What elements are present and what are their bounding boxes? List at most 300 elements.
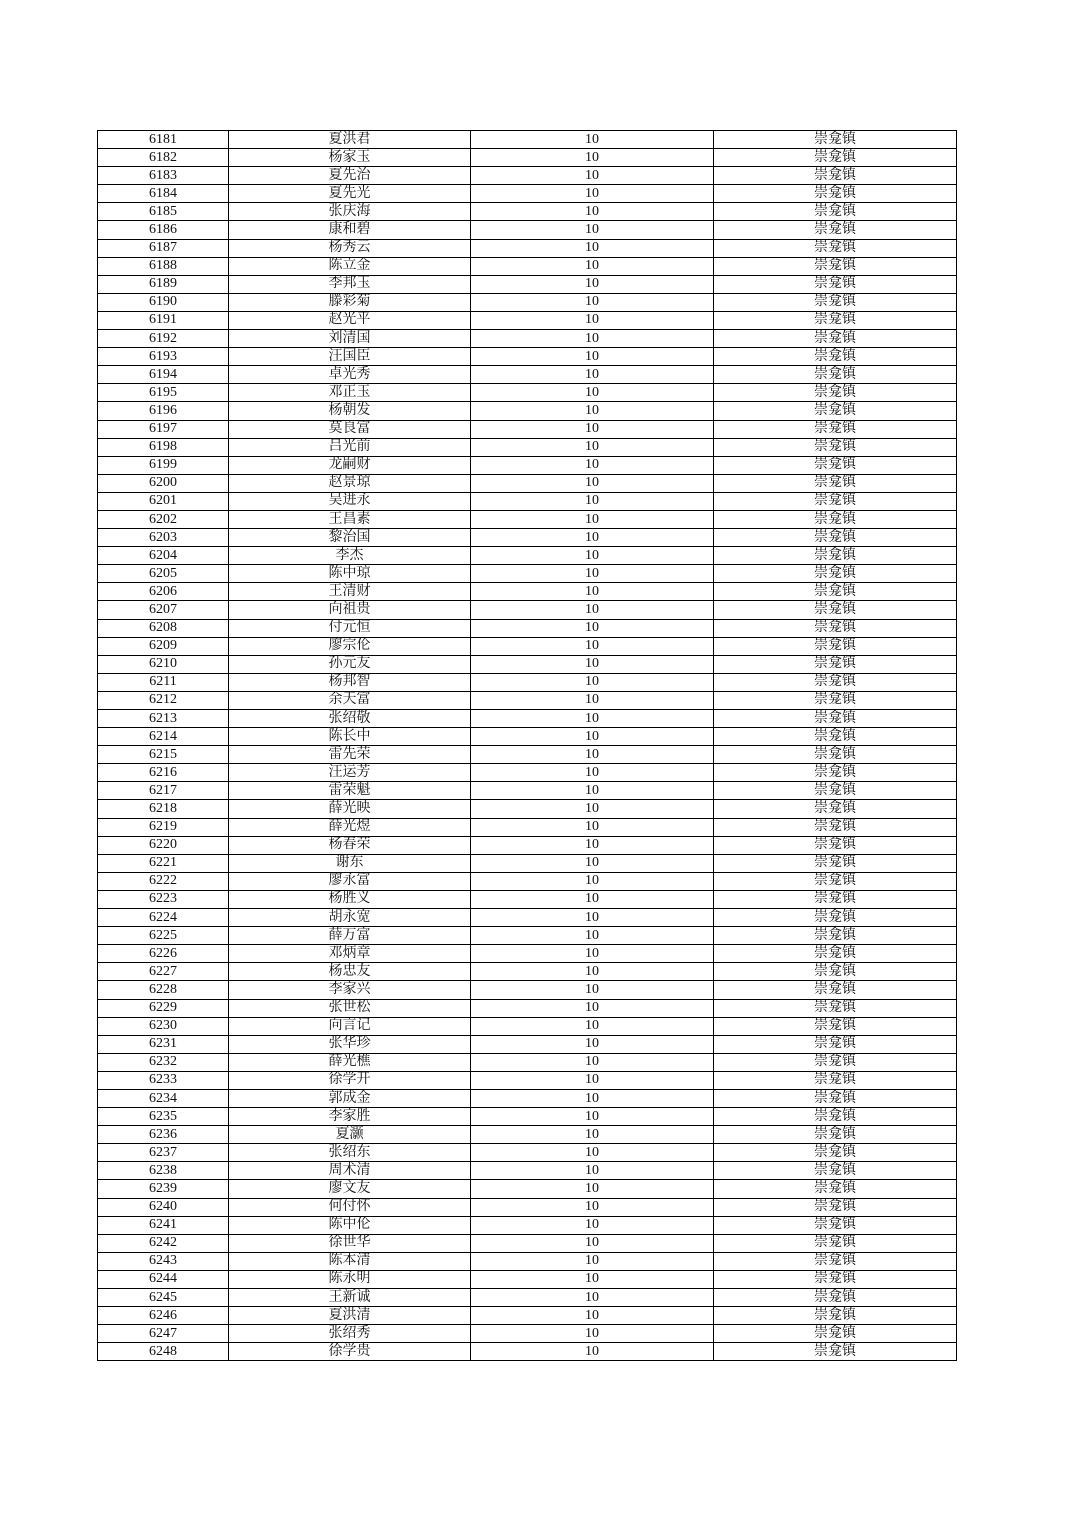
name-cell: 夏洪君	[229, 131, 471, 149]
row-number-cell: 6216	[98, 764, 229, 782]
name-cell: 赵光平	[229, 311, 471, 329]
name-cell: 郭成金	[229, 1089, 471, 1107]
town-cell: 崇龛镇	[714, 963, 957, 981]
row-number-cell: 6215	[98, 746, 229, 764]
row-number-cell: 6192	[98, 330, 229, 348]
name-cell: 廖文友	[229, 1180, 471, 1198]
name-cell: 吴进永	[229, 492, 471, 510]
amount-cell: 10	[471, 691, 714, 709]
name-cell: 薛光煜	[229, 818, 471, 836]
name-cell: 汪运芳	[229, 764, 471, 782]
town-cell: 崇龛镇	[714, 330, 957, 348]
amount-cell: 10	[471, 384, 714, 402]
town-cell: 崇龛镇	[714, 1108, 957, 1126]
amount-cell: 10	[471, 1307, 714, 1325]
row-number-cell: 6218	[98, 800, 229, 818]
name-cell: 杨邦智	[229, 673, 471, 691]
name-cell: 付元恒	[229, 619, 471, 637]
name-cell: 谢东	[229, 854, 471, 872]
row-number-cell: 6187	[98, 239, 229, 257]
amount-cell: 10	[471, 728, 714, 746]
name-cell: 陈中伦	[229, 1216, 471, 1234]
name-cell: 夏灏	[229, 1126, 471, 1144]
amount-cell: 10	[471, 167, 714, 185]
row-number-cell: 6182	[98, 149, 229, 167]
table-row	[98, 239, 957, 257]
name-cell: 徐学开	[229, 1071, 471, 1089]
row-number-cell: 6222	[98, 872, 229, 890]
table-row	[98, 691, 957, 709]
row-number-cell: 6219	[98, 818, 229, 836]
table-row	[98, 1071, 957, 1089]
row-number-cell: 6224	[98, 909, 229, 927]
amount-cell: 10	[471, 963, 714, 981]
name-cell: 康和碧	[229, 221, 471, 239]
town-cell: 崇龛镇	[714, 890, 957, 908]
name-cell: 杨胜义	[229, 890, 471, 908]
table-row	[98, 764, 957, 782]
name-cell: 陈永明	[229, 1270, 471, 1288]
table-row	[98, 601, 957, 619]
town-cell: 崇龛镇	[714, 131, 957, 149]
town-cell: 崇龛镇	[714, 1343, 957, 1361]
town-cell: 崇龛镇	[714, 872, 957, 890]
town-cell: 崇龛镇	[714, 764, 957, 782]
row-number-cell: 6226	[98, 945, 229, 963]
amount-cell: 10	[471, 601, 714, 619]
amount-cell: 10	[471, 764, 714, 782]
amount-cell: 10	[471, 1144, 714, 1162]
amount-cell: 10	[471, 619, 714, 637]
name-cell: 黎治国	[229, 529, 471, 547]
amount-cell: 10	[471, 782, 714, 800]
town-cell: 崇龛镇	[714, 818, 957, 836]
amount-cell: 10	[471, 1216, 714, 1234]
name-cell: 李邦玉	[229, 275, 471, 293]
table-row	[98, 384, 957, 402]
amount-cell: 10	[471, 565, 714, 583]
row-number-cell: 6247	[98, 1325, 229, 1343]
row-number-cell: 6225	[98, 927, 229, 945]
town-cell: 崇龛镇	[714, 1180, 957, 1198]
amount-cell: 10	[471, 583, 714, 601]
name-cell: 陈长中	[229, 728, 471, 746]
name-cell: 孙元友	[229, 655, 471, 673]
table-row	[98, 1234, 957, 1252]
row-number-cell: 6185	[98, 203, 229, 221]
table-row	[98, 275, 957, 293]
table-row	[98, 655, 957, 673]
row-number-cell: 6241	[98, 1216, 229, 1234]
name-cell: 邓正玉	[229, 384, 471, 402]
name-cell: 廖宗伦	[229, 637, 471, 655]
table-row	[98, 927, 957, 945]
town-cell: 崇龛镇	[714, 945, 957, 963]
table-row	[98, 366, 957, 384]
amount-cell: 10	[471, 1325, 714, 1343]
row-number-cell: 6236	[98, 1126, 229, 1144]
table-row	[98, 529, 957, 547]
amount-cell: 10	[471, 203, 714, 221]
table-row	[98, 746, 957, 764]
table-row	[98, 637, 957, 655]
row-number-cell: 6228	[98, 981, 229, 999]
row-number-cell: 6248	[98, 1343, 229, 1361]
table-row	[98, 1144, 957, 1162]
name-cell: 廖永富	[229, 872, 471, 890]
table-row	[98, 167, 957, 185]
amount-cell: 10	[471, 1035, 714, 1053]
town-cell: 崇龛镇	[714, 529, 957, 547]
amount-cell: 10	[471, 1017, 714, 1035]
town-cell: 崇龛镇	[714, 456, 957, 474]
amount-cell: 10	[471, 981, 714, 999]
town-cell: 崇龛镇	[714, 782, 957, 800]
table-row	[98, 1053, 957, 1071]
name-cell: 杨家玉	[229, 149, 471, 167]
amount-cell: 10	[471, 510, 714, 528]
amount-cell: 10	[471, 420, 714, 438]
town-cell: 崇龛镇	[714, 1234, 957, 1252]
table-row	[98, 1216, 957, 1234]
name-cell: 吕光前	[229, 438, 471, 456]
row-number-cell: 6201	[98, 492, 229, 510]
table-row	[98, 619, 957, 637]
amount-cell: 10	[471, 149, 714, 167]
town-cell: 崇龛镇	[714, 1126, 957, 1144]
row-number-cell: 6191	[98, 311, 229, 329]
name-cell: 雷先荣	[229, 746, 471, 764]
table-row	[98, 492, 957, 510]
amount-cell: 10	[471, 890, 714, 908]
row-number-cell: 6213	[98, 710, 229, 728]
table-row	[98, 1325, 957, 1343]
table-row	[98, 438, 957, 456]
town-cell: 崇龛镇	[714, 927, 957, 945]
row-number-cell: 6214	[98, 728, 229, 746]
table-row	[98, 1089, 957, 1107]
table-row	[98, 257, 957, 275]
amount-cell: 10	[471, 1071, 714, 1089]
name-cell: 张绍秀	[229, 1325, 471, 1343]
amount-cell: 10	[471, 131, 714, 149]
table-row	[98, 1289, 957, 1307]
town-cell: 崇龛镇	[714, 619, 957, 637]
amount-cell: 10	[471, 366, 714, 384]
table-row	[98, 221, 957, 239]
amount-cell: 10	[471, 547, 714, 565]
table-row	[98, 818, 957, 836]
row-number-cell: 6211	[98, 673, 229, 691]
name-cell: 龙嗣财	[229, 456, 471, 474]
town-cell: 崇龛镇	[714, 1289, 957, 1307]
table-row	[98, 872, 957, 890]
amount-cell: 10	[471, 1343, 714, 1361]
amount-cell: 10	[471, 1252, 714, 1270]
town-cell: 崇龛镇	[714, 1216, 957, 1234]
amount-cell: 10	[471, 348, 714, 366]
town-cell: 崇龛镇	[714, 239, 957, 257]
town-cell: 崇龛镇	[714, 311, 957, 329]
table-row	[98, 510, 957, 528]
name-cell: 徐学贵	[229, 1343, 471, 1361]
name-cell: 邓炳章	[229, 945, 471, 963]
table-row	[98, 565, 957, 583]
row-number-cell: 6199	[98, 456, 229, 474]
amount-cell: 10	[471, 1270, 714, 1288]
table-row	[98, 945, 957, 963]
town-cell: 崇龛镇	[714, 167, 957, 185]
table-row	[98, 311, 957, 329]
amount-cell: 10	[471, 872, 714, 890]
town-cell: 崇龛镇	[714, 438, 957, 456]
row-number-cell: 6246	[98, 1307, 229, 1325]
town-cell: 崇龛镇	[714, 1325, 957, 1343]
name-cell: 张绍敬	[229, 710, 471, 728]
row-number-cell: 6189	[98, 275, 229, 293]
town-cell: 崇龛镇	[714, 909, 957, 927]
table-row	[98, 909, 957, 927]
name-cell: 徐世华	[229, 1234, 471, 1252]
name-cell: 汪国臣	[229, 348, 471, 366]
row-number-cell: 6243	[98, 1252, 229, 1270]
amount-cell: 10	[471, 239, 714, 257]
town-cell: 崇龛镇	[714, 746, 957, 764]
row-number-cell: 6200	[98, 474, 229, 492]
town-cell: 崇龛镇	[714, 728, 957, 746]
town-cell: 崇龛镇	[714, 836, 957, 854]
table-row	[98, 1162, 957, 1180]
row-number-cell: 6232	[98, 1053, 229, 1071]
name-cell: 夏先治	[229, 167, 471, 185]
table-row	[98, 203, 957, 221]
town-cell: 崇龛镇	[714, 1017, 957, 1035]
amount-cell: 10	[471, 836, 714, 854]
name-cell: 雷荣魁	[229, 782, 471, 800]
name-cell: 薛万富	[229, 927, 471, 945]
row-number-cell: 6190	[98, 293, 229, 311]
name-cell: 李家胜	[229, 1108, 471, 1126]
name-cell: 杨朝发	[229, 402, 471, 420]
name-cell: 李杰	[229, 547, 471, 565]
row-number-cell: 6233	[98, 1071, 229, 1089]
town-cell: 崇龛镇	[714, 492, 957, 510]
table-row	[98, 963, 957, 981]
row-number-cell: 6181	[98, 131, 229, 149]
amount-cell: 10	[471, 492, 714, 510]
amount-cell: 10	[471, 637, 714, 655]
row-number-cell: 6221	[98, 854, 229, 872]
row-number-cell: 6208	[98, 619, 229, 637]
table-row	[98, 728, 957, 746]
row-number-cell: 6204	[98, 547, 229, 565]
town-cell: 崇龛镇	[714, 1089, 957, 1107]
name-cell: 王昌素	[229, 510, 471, 528]
amount-cell: 10	[471, 927, 714, 945]
name-cell: 张庆海	[229, 203, 471, 221]
town-cell: 崇龛镇	[714, 583, 957, 601]
town-cell: 崇龛镇	[714, 854, 957, 872]
table-row	[98, 420, 957, 438]
table-row	[98, 185, 957, 203]
row-number-cell: 6217	[98, 782, 229, 800]
table-row	[98, 330, 957, 348]
row-number-cell: 6245	[98, 1289, 229, 1307]
amount-cell: 10	[471, 945, 714, 963]
town-cell: 崇龛镇	[714, 275, 957, 293]
table-row	[98, 1343, 957, 1361]
town-cell: 崇龛镇	[714, 981, 957, 999]
row-number-cell: 6196	[98, 402, 229, 420]
table-row	[98, 293, 957, 311]
row-number-cell: 6184	[98, 185, 229, 203]
table-row	[98, 673, 957, 691]
table-row	[98, 1270, 957, 1288]
table-row	[98, 348, 957, 366]
town-cell: 崇龛镇	[714, 655, 957, 673]
town-cell: 崇龛镇	[714, 1252, 957, 1270]
table-row	[98, 547, 957, 565]
town-cell: 崇龛镇	[714, 149, 957, 167]
amount-cell: 10	[471, 673, 714, 691]
amount-cell: 10	[471, 909, 714, 927]
table-row	[98, 1035, 957, 1053]
town-cell: 崇龛镇	[714, 474, 957, 492]
town-cell: 崇龛镇	[714, 348, 957, 366]
name-cell: 杨秀云	[229, 239, 471, 257]
name-cell: 余天富	[229, 691, 471, 709]
row-number-cell: 6229	[98, 999, 229, 1017]
town-cell: 崇龛镇	[714, 1144, 957, 1162]
amount-cell: 10	[471, 275, 714, 293]
table-row	[98, 1198, 957, 1216]
town-cell: 崇龛镇	[714, 1307, 957, 1325]
row-number-cell: 6237	[98, 1144, 229, 1162]
name-cell: 向言记	[229, 1017, 471, 1035]
row-number-cell: 6220	[98, 836, 229, 854]
amount-cell: 10	[471, 1108, 714, 1126]
town-cell: 崇龛镇	[714, 999, 957, 1017]
row-number-cell: 6209	[98, 637, 229, 655]
name-cell: 陈中琼	[229, 565, 471, 583]
name-cell: 王新诚	[229, 1289, 471, 1307]
table-row	[98, 402, 957, 420]
name-cell: 李家兴	[229, 981, 471, 999]
row-number-cell: 6194	[98, 366, 229, 384]
row-number-cell: 6227	[98, 963, 229, 981]
amount-cell: 10	[471, 1162, 714, 1180]
row-number-cell: 6207	[98, 601, 229, 619]
name-cell: 陈立金	[229, 257, 471, 275]
data-table	[97, 130, 957, 1361]
amount-cell: 10	[471, 1198, 714, 1216]
row-number-cell: 6197	[98, 420, 229, 438]
town-cell: 崇龛镇	[714, 221, 957, 239]
name-cell: 薛光樵	[229, 1053, 471, 1071]
town-cell: 崇龛镇	[714, 293, 957, 311]
town-cell: 崇龛镇	[714, 637, 957, 655]
table-row	[98, 782, 957, 800]
amount-cell: 10	[471, 854, 714, 872]
table-row	[98, 890, 957, 908]
row-number-cell: 6198	[98, 438, 229, 456]
table-body	[98, 131, 957, 1361]
table-row	[98, 800, 957, 818]
table-row	[98, 1108, 957, 1126]
name-cell: 陈本清	[229, 1252, 471, 1270]
town-cell: 崇龛镇	[714, 257, 957, 275]
row-number-cell: 6212	[98, 691, 229, 709]
amount-cell: 10	[471, 456, 714, 474]
name-cell: 何付怀	[229, 1198, 471, 1216]
name-cell: 向祖贵	[229, 601, 471, 619]
row-number-cell: 6188	[98, 257, 229, 275]
table-row	[98, 149, 957, 167]
amount-cell: 10	[471, 185, 714, 203]
name-cell: 周术清	[229, 1162, 471, 1180]
amount-cell: 10	[471, 402, 714, 420]
row-number-cell: 6205	[98, 565, 229, 583]
town-cell: 崇龛镇	[714, 384, 957, 402]
name-cell: 张世松	[229, 999, 471, 1017]
town-cell: 崇龛镇	[714, 1053, 957, 1071]
name-cell: 薛光映	[229, 800, 471, 818]
table-row	[98, 131, 957, 149]
amount-cell: 10	[471, 529, 714, 547]
row-number-cell: 6223	[98, 890, 229, 908]
town-cell: 崇龛镇	[714, 710, 957, 728]
amount-cell: 10	[471, 1234, 714, 1252]
name-cell: 刘清国	[229, 330, 471, 348]
town-cell: 崇龛镇	[714, 420, 957, 438]
amount-cell: 10	[471, 293, 714, 311]
table-row	[98, 1307, 957, 1325]
row-number-cell: 6234	[98, 1089, 229, 1107]
table-row	[98, 981, 957, 999]
table-row	[98, 1180, 957, 1198]
town-cell: 崇龛镇	[714, 1071, 957, 1089]
name-cell: 卓光秀	[229, 366, 471, 384]
amount-cell: 10	[471, 474, 714, 492]
row-number-cell: 6238	[98, 1162, 229, 1180]
amount-cell: 10	[471, 438, 714, 456]
row-number-cell: 6239	[98, 1180, 229, 1198]
amount-cell: 10	[471, 1289, 714, 1307]
name-cell: 杨忠友	[229, 963, 471, 981]
table-row	[98, 456, 957, 474]
row-number-cell: 6206	[98, 583, 229, 601]
row-number-cell: 6240	[98, 1198, 229, 1216]
row-number-cell: 6230	[98, 1017, 229, 1035]
table-row	[98, 710, 957, 728]
row-number-cell: 6186	[98, 221, 229, 239]
amount-cell: 10	[471, 221, 714, 239]
amount-cell: 10	[471, 1053, 714, 1071]
name-cell: 张华珍	[229, 1035, 471, 1053]
row-number-cell: 6195	[98, 384, 229, 402]
amount-cell: 10	[471, 257, 714, 275]
table-row	[98, 854, 957, 872]
amount-cell: 10	[471, 710, 714, 728]
town-cell: 崇龛镇	[714, 510, 957, 528]
town-cell: 崇龛镇	[714, 800, 957, 818]
name-cell: 胡永宽	[229, 909, 471, 927]
amount-cell: 10	[471, 999, 714, 1017]
name-cell: 莫良富	[229, 420, 471, 438]
amount-cell: 10	[471, 311, 714, 329]
table-row	[98, 474, 957, 492]
amount-cell: 10	[471, 330, 714, 348]
